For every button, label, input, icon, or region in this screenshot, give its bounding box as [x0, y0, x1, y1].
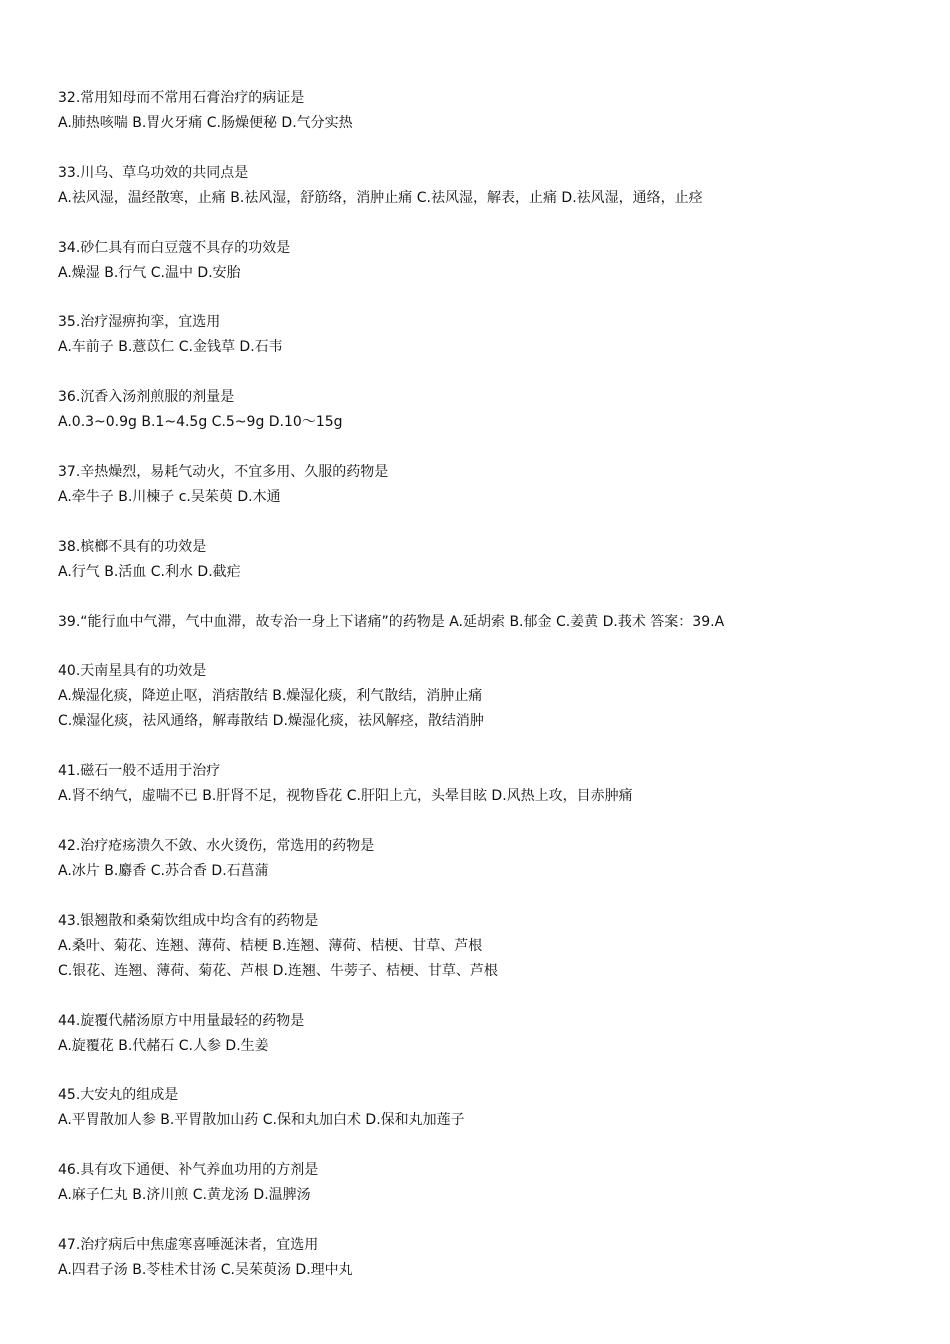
- question-47: [58, 1233, 918, 1283]
- question-options: A.牵牛子 B.川楝子 c.吴茱萸 D.木通: [58, 488, 281, 505]
- question-41: [58, 759, 918, 809]
- question-33: [58, 161, 918, 211]
- question-42: [58, 834, 918, 884]
- question-32: [58, 86, 918, 136]
- question-35: [58, 310, 918, 360]
- question-stem: 37.辛热燥烈，易耗气动火，不宜多用、久服的药物是: [58, 463, 389, 480]
- question-options: A.祛风湿，温经散寒，止痛 B.祛风湿，舒筋络，消肿止痛 C.祛风湿，解表，止痛 D.祛风湿，通络，止痉: [58, 189, 703, 206]
- question-40: [58, 659, 918, 734]
- question-stem: 42.治疗疮疡溃久不敛、水火烫伤，常选用的药物是: [58, 837, 375, 854]
- question-options: A.桑叶、菊花、连翘、薄荷、桔梗 B.连翘、薄荷、桔梗、甘草、芦根: [58, 937, 483, 954]
- question-43: [58, 909, 918, 984]
- question-44: [58, 1009, 918, 1059]
- question-stem: 35.治疗湿痹拘挛，宜选用: [58, 314, 221, 331]
- question-46: [58, 1158, 918, 1208]
- question-stem: 33.川乌、草乌功效的共同点是: [58, 164, 249, 181]
- question-options: C.燥湿化痰，祛风通络，解毒散结 D.燥湿化痰，祛风解痉，散结消肿: [58, 713, 484, 730]
- question-36: [58, 385, 918, 435]
- question-options: A.燥湿 B.行气 C.温中 D.安胎: [58, 264, 241, 281]
- question-stem: 46.具有攻下通便、补气养血功用的方剂是: [58, 1162, 319, 1179]
- document-page: [58, 86, 918, 1308]
- question-stem: 45.大安丸的组成是: [58, 1087, 179, 1104]
- question-options: A.平胃散加人参 B.平胃散加山药 C.保和丸加白术 D.保和丸加莲子: [58, 1112, 465, 1129]
- question-options: C.银花、连翘、薄荷、菊花、芦根 D.连翘、牛蒡子、桔梗、甘草、芦根: [58, 962, 498, 979]
- question-stem: 47.治疗病后中焦虚寒喜唾涎沫者，宜选用: [58, 1236, 319, 1253]
- question-38: [58, 535, 918, 585]
- question-stem: 41.磁石一般不适用于治疗: [58, 763, 221, 780]
- question-options: A.旋覆花 B.代赭石 C.人参 D.生姜: [58, 1037, 269, 1054]
- question-options: A.车前子 B.薏苡仁 C.金钱草 D.石韦: [58, 339, 283, 356]
- question-stem: 39.“能行血中气滞，气中血滞，故专治一身上下诸痛”的药物是 A.延胡索 B.郁金 C.姜黄 D.莪术 答案：39.A: [58, 613, 725, 630]
- question-options: A.燥湿化痰，降逆止呕，消痞散结 B.燥湿化痰，利气散结，消肿止痛: [58, 688, 483, 705]
- question-37: [58, 460, 918, 510]
- question-options: A.肺热咳喘 B.胃火牙痛 C.肠燥便秘 D.气分实热: [58, 115, 353, 131]
- question-options: A.行气 B.活血 C.利水 D.截疟: [58, 563, 241, 580]
- question-options: A.冰片 B.麝香 C.苏合香 D.石菖蒲: [58, 862, 269, 879]
- question-stem: 44.旋覆代赭汤原方中用量最轻的药物是: [58, 1012, 305, 1029]
- question-options: A.四君子汤 B.苓桂术甘汤 C.吴茱萸汤 D.理中丸: [58, 1261, 353, 1278]
- question-34: [58, 236, 918, 286]
- question-stem: 36.沉香入汤剂煎服的剂量是: [58, 389, 235, 406]
- question-stem: 34.砂仁具有而白豆蔻不具存的功效是: [58, 239, 291, 256]
- question-stem: 32.常用知母而不常用石膏治疗的病证是: [58, 90, 305, 106]
- question-stem: 40.天南星具有的功效是: [58, 663, 207, 680]
- question-options: A.麻子仁丸 B.济川煎 C.黄龙汤 D.温脾汤: [58, 1187, 311, 1204]
- question-45: [58, 1083, 918, 1133]
- question-39: [58, 610, 918, 635]
- question-options: A.0.3~0.9g B.1~4.5g C.5~9g D.10～15g: [58, 414, 343, 431]
- question-stem: 38.槟榔不具有的功效是: [58, 538, 207, 555]
- question-stem: 43.银翘散和桑菊饮组成中均含有的药物是: [58, 912, 319, 929]
- question-options: A.肾不纳气，虚喘不已 B.肝肾不足，视物昏花 C.肝阳上亢，头晕目眩 D.风热上攻，目赤肿痛: [58, 788, 633, 805]
